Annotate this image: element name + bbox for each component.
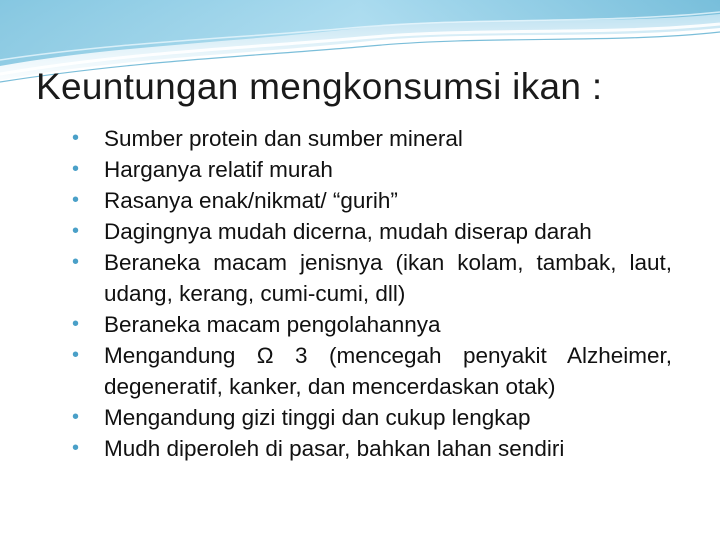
bullet-text: Beraneka macam pengolahannya [104, 312, 441, 337]
bullet-icon: • [72, 437, 80, 459]
bullet-icon: • [72, 127, 80, 149]
list-item [72, 154, 672, 185]
bullet-text: Mudh diperoleh di pasar, bahkan lahan sendiri [104, 436, 565, 461]
bullet-text: Beraneka macam jenisnya (ikan kolam, tambak, laut, udang, kerang, cumi-cumi, dll) [104, 250, 672, 306]
bullet-text: Mengandung gizi tinggi dan cukup lengkap [104, 405, 531, 430]
bullet-text: Mengandung Ω 3 (mencegah penyakit Alzheimer, degeneratif, kanker, dan mencerdaskan otak) [104, 343, 672, 399]
slide-title: Keuntungan mengkonsumsi ikan : [36, 66, 603, 107]
bullet-icon: • [72, 251, 80, 273]
bullet-icon: • [72, 406, 80, 428]
bullet-text: Rasanya enak/nikmat/ “gurih” [104, 188, 398, 213]
list-item [72, 247, 672, 309]
list-item [72, 340, 672, 402]
bullet-text: Harganya relatif murah [104, 157, 333, 182]
bullet-icon: • [72, 220, 80, 242]
bullet-icon: • [72, 189, 80, 211]
bullet-icon: • [72, 158, 80, 180]
list-item [72, 216, 672, 247]
list-item [72, 433, 672, 464]
list-item [72, 185, 672, 216]
bullet-icon: • [72, 344, 80, 366]
bullet-text: Sumber protein dan sumber mineral [104, 126, 463, 151]
bullet-text: Dagingnya mudah dicerna, mudah diserap darah [104, 219, 592, 244]
list-item [72, 123, 672, 154]
bullet-icon: • [72, 313, 80, 335]
bullet-list [72, 123, 672, 464]
list-item [72, 402, 672, 433]
list-item [72, 309, 672, 340]
